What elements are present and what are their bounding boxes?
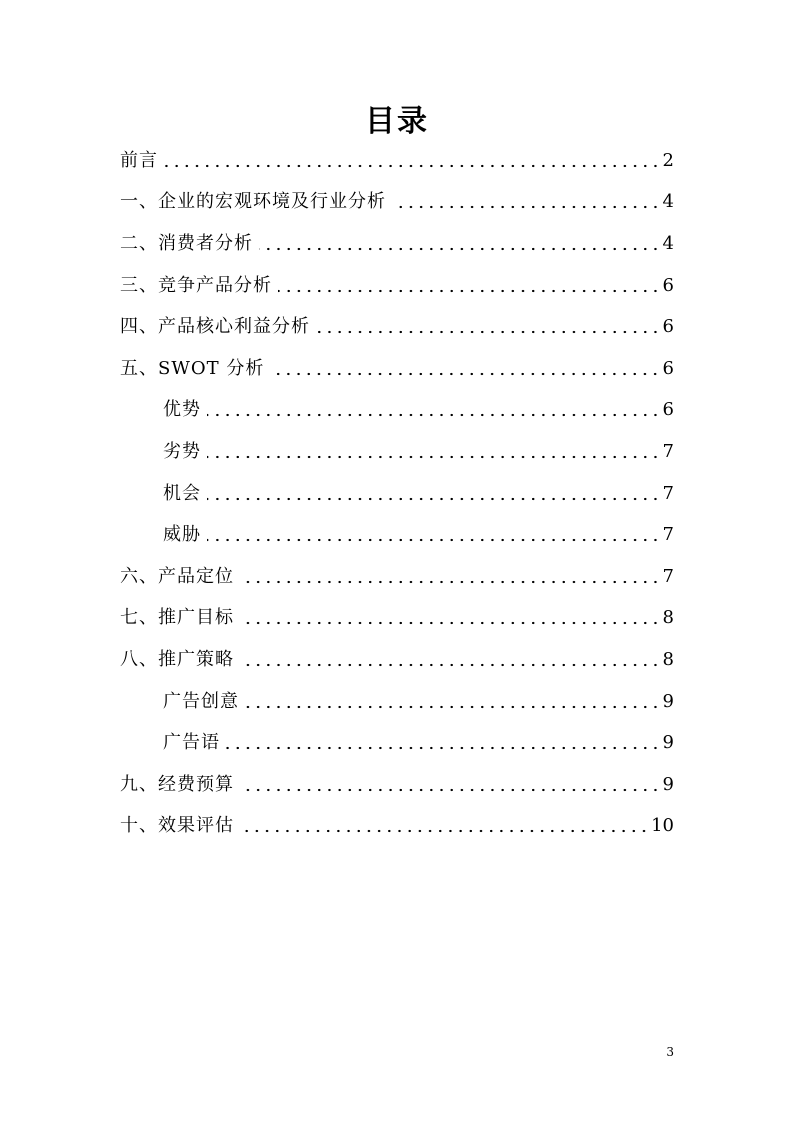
toc-subentry[interactable]	[120, 390, 674, 432]
toc-entry-label: 二、消费者分析	[120, 232, 253, 254]
toc-list	[120, 140, 674, 847]
toc-entry-label: 九、经费预算	[120, 773, 234, 795]
toc-entry-label: 五、SWOT 分析	[120, 357, 265, 379]
toc-entry[interactable]	[120, 598, 674, 640]
toc-subentry[interactable]	[120, 681, 674, 723]
toc-subentry[interactable]	[120, 722, 674, 764]
toc-entry-label: 广告创意	[163, 690, 239, 712]
toc-entry-label: 一、企业的宏观环境及行业分析	[120, 191, 386, 213]
toc-entry-page: 9	[662, 773, 674, 795]
toc-entry-page: 9	[662, 732, 674, 754]
toc-entry-page: 4	[662, 191, 674, 213]
toc-entry-label: 优势	[163, 399, 201, 421]
toc-entry[interactable]	[120, 806, 674, 848]
toc-leader-dots	[164, 164, 661, 168]
toc-leader-dots	[207, 497, 661, 501]
toc-entry-page: 7	[662, 524, 674, 546]
toc-entry-page: 6	[662, 357, 674, 379]
toc-entry-page: 4	[662, 232, 674, 254]
toc-entry-page: 9	[662, 690, 674, 712]
toc-leader-dots	[240, 621, 661, 625]
toc-entry[interactable]	[120, 223, 674, 265]
toc-entry-label: 广告语	[163, 732, 220, 754]
toc-entry-label: 机会	[163, 482, 201, 504]
toc-entry-label: 四、产品核心利益分析	[120, 316, 310, 338]
toc-entry[interactable]	[120, 556, 674, 598]
toc-entry-page: 6	[662, 274, 674, 296]
toc-leader-dots	[270, 372, 660, 376]
toc-entry[interactable]	[120, 265, 674, 307]
toc-entry-label: 八、推广策略	[120, 648, 234, 670]
toc-entry[interactable]	[120, 306, 674, 348]
toc-entry-page: 8	[662, 607, 674, 629]
toc-entry-page: 8	[662, 648, 674, 670]
toc-entry[interactable]	[120, 639, 674, 681]
toc-entry-page: 7	[662, 565, 674, 587]
toc-entry-page: 7	[662, 440, 674, 462]
toc-entry-page: 7	[662, 482, 674, 504]
toc-leader-dots	[392, 205, 661, 209]
toc-title: 目录	[365, 104, 429, 139]
toc-subentry[interactable]	[120, 431, 674, 473]
toc-entry-label: 三、竞争产品分析	[120, 274, 272, 296]
toc-entry-label: 前言	[120, 149, 158, 171]
toc-entry-label: 六、产品定位	[120, 565, 234, 587]
toc-leader-dots	[316, 330, 661, 334]
toc-entry[interactable]	[120, 764, 674, 806]
toc-leader-dots	[278, 289, 661, 293]
toc-leader-dots	[240, 580, 661, 584]
toc-entry-page: 10	[651, 815, 674, 837]
toc-entry-page: 6	[662, 399, 674, 421]
toc-entry-label: 十、效果评估	[120, 815, 234, 837]
page-number: 3	[666, 1045, 674, 1059]
toc-entry-label: 七、推广目标	[120, 607, 234, 629]
toc-leader-dots	[259, 247, 661, 251]
toc-leader-dots	[240, 829, 649, 833]
toc-leader-dots	[240, 663, 661, 667]
toc-entry[interactable]	[120, 182, 674, 224]
toc-subentry[interactable]	[120, 473, 674, 515]
toc-entry-page: 2	[662, 149, 674, 171]
toc-entry-page: 6	[662, 316, 674, 338]
toc-leader-dots	[240, 788, 661, 792]
toc-leader-dots	[245, 705, 661, 709]
toc-leader-dots	[207, 455, 661, 459]
toc-entry-label: 劣势	[163, 440, 201, 462]
toc-leader-dots	[226, 746, 661, 750]
toc-entry[interactable]	[120, 348, 674, 390]
toc-subentry[interactable]	[120, 514, 674, 556]
toc-leader-dots	[207, 538, 661, 542]
toc-entry-label: 威胁	[163, 524, 201, 546]
toc-leader-dots	[207, 413, 661, 417]
toc-entry[interactable]	[120, 140, 674, 182]
